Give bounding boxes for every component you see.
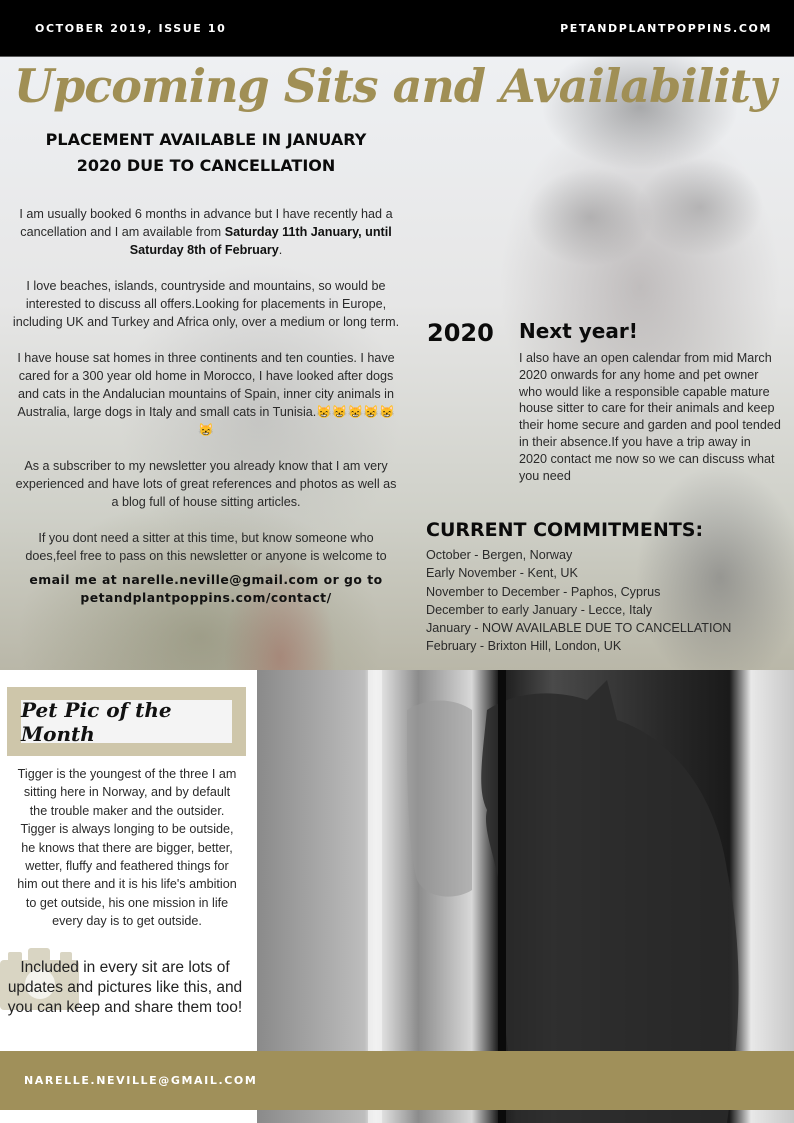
- commitments-title: CURRENT COMMITMENTS:: [426, 519, 704, 541]
- referral-paragraph: If you dont need a sitter at this time, but know someone who does,feel free to pass on this newsletter or anyone is welcome to: [25, 531, 387, 563]
- contact-link[interactable]: email me at narelle.neville@gmail.com or go to petandplantpoppins.com/contact/: [29, 572, 383, 605]
- footer-bar: [0, 1051, 794, 1110]
- availability-column: [12, 127, 400, 625]
- subscriber-paragraph: As a subscriber to my newsletter you already know that I am very experienced and have lots of great references and photos as well as a blog full of house sitting articles.: [15, 459, 397, 509]
- hero-section: [0, 57, 794, 670]
- availability-paragraph: [12, 205, 400, 259]
- issue-label: OCTOBER 2019, ISSUE 10: [35, 21, 227, 35]
- availability-dates: Saturday 11th January, until Saturday 8th of February: [129, 225, 392, 257]
- pet-pic-section: [0, 670, 257, 1051]
- availability-period: .: [278, 243, 283, 257]
- next-year-body: I also have an open calendar from mid March 2020 onwards for any home and pet owner who would like a responsible capable mature house sitter to care for their animals and keep their home secure and garden and pool tended in their absence.If you have a trip away in 2020 contact me now so we can discuss what you need: [519, 351, 781, 483]
- pet-pic-title-frame: [7, 687, 246, 756]
- pet-pic-title: Pet Pic of the Month: [21, 700, 232, 743]
- pet-tagline: Included in every sit are lots of updates and pictures like this, and you can keep and share them too!: [7, 959, 243, 1016]
- commitment-item: January - NOW AVAILABLE DUE TO CANCELLATION: [426, 621, 732, 636]
- year-label: 2020: [427, 319, 494, 347]
- page-title: Upcoming Sits and Availability: [14, 59, 776, 113]
- top-header-bar: [0, 0, 794, 56]
- commitments-list: [426, 546, 731, 656]
- availability-text: I am usually booked 6 months in advance but I have recently had a cancellation and I am available from: [19, 207, 393, 239]
- preferences-paragraph: I love beaches, islands, countryside and mountains, so would be interested to discuss all offers.Looking for placements in Europe, including UK and Turkey and Africa only, over a medium or long term.: [12, 279, 400, 329]
- pet-description: Tigger is the youngest of the three I am sitting here in Norway, and by default the trouble maker and the outsider. Tigger is always longing to be outside, he knows that there are bigger, better, wetter, fluffy and feathered things for him out there and it is his life's ambition to get outside, his one mission in life every day is to get outside.: [17, 767, 237, 929]
- experience-paragraph: I have house sat homes in three continents and ten counties. I have cared for a 300 year old home in Morocco, I have looked after dogs and cats in the Andalucian mountains of Spain, inner city animals in Australia, large dogs in Italy and small cats in Tunisia.😸😸😸😸😸😸: [17, 351, 395, 437]
- commitment-item: November to December - Paphos, Cyprus: [426, 584, 661, 599]
- commitment-item: February - Brixton Hill, London, UK: [426, 639, 622, 654]
- website-link[interactable]: PETANDPLANTPOPPINS.COM: [560, 21, 772, 35]
- right-panel: [410, 57, 794, 670]
- next-year-title: Next year!: [519, 319, 638, 343]
- commitment-item: December to early January - Lecce, Italy: [426, 602, 653, 617]
- footer-email-link[interactable]: NARELLE.NEVILLE@GMAIL.COM: [24, 1074, 258, 1087]
- commitment-item: October - Bergen, Norway: [426, 548, 573, 562]
- commitment-item: Early November - Kent, UK: [426, 566, 578, 581]
- placement-heading: PLACEMENT AVAILABLE IN JANUARY 2020 DUE TO CANCELLATION: [45, 130, 367, 175]
